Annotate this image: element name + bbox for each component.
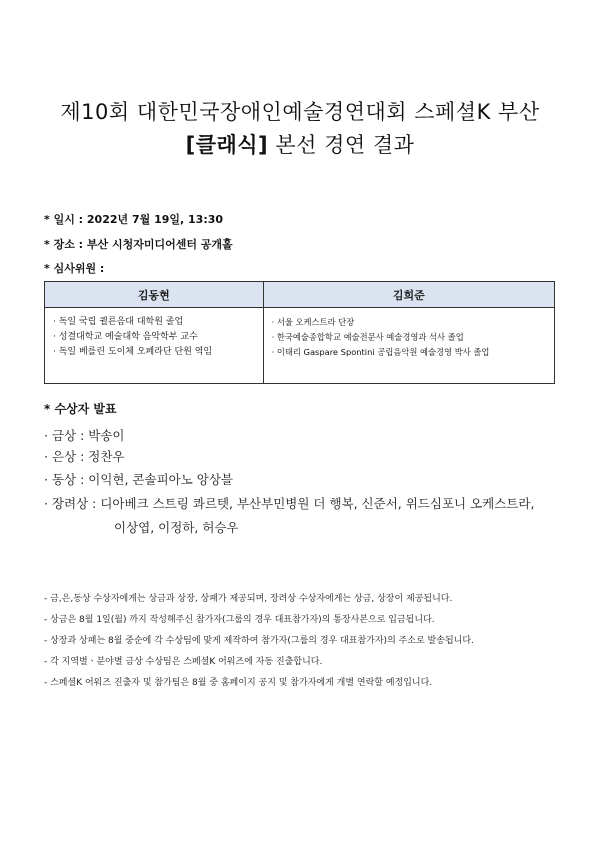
note-item: - 상금은 8월 1일(월) 까지 작성해주신 참가자(그룹의 경우 대표참가자)의 통장사본으로 입금됩니다. [44,615,435,625]
judges-label: * 심사위원 : [44,262,105,275]
judge-bio-line: · 독일 국립 퀼른음대 대학원 졸업 [53,317,184,327]
judge-name-2: 김희준 [263,282,554,308]
judge-bio-1 [45,308,264,384]
award-silver: · 은상 : 정찬우 [44,449,125,464]
judge-bio-line: · 독일 베를린 도이체 오페라단 단원 역임 [53,347,213,357]
judge-bio-line: · 이태리 Gaspare Spontini 공립음악원 예술경영 박사 졸업 [271,347,490,357]
title-suffix: 본선 경연 결과 [268,133,415,157]
judge-bio-line: · 서울 오케스트라 단장 [271,317,355,327]
note-item: - 금,은,동상 수상자에게는 상금과 상장, 상패가 제공되며, 장려상 수상자에게는 상금, 상장이 제공됩니다. [44,594,453,604]
award-gold: · 금상 : 박송이 [44,428,125,443]
award-encouragement-cont: 이상엽, 이정하, 허승우 [114,520,239,535]
title-category: [클래식] [185,133,269,157]
judge-bio-2 [263,308,554,384]
judges-table [44,281,555,384]
note-item: - 상장과 상패는 8월 중순에 각 수상팀에 맞게 제작하여 참가자(그룹의 경우 대표참가자)의 주소로 발송됩니다. [44,636,474,646]
judge-bio-line: · 성결대학교 예술대학 음악학부 교수 [53,332,198,342]
event-venue: * 장소 : 부산 시청자미디어센터 공개홀 [44,238,233,251]
note-item: - 각 지역별ㆍ분야별 금상 수상팀은 스페셜K 어워즈에 자동 진출합니다. [44,657,323,667]
title-line-2 [0,129,600,159]
title-line-1: 제10회 대한민국장애인예술경연대회 스페셜K 부산 [60,100,540,124]
awards-heading: * 수상자 발표 [44,402,117,416]
judge-name-1: 김동현 [45,282,264,308]
award-encouragement: · 장려상 : 디아베크 스트링 콰르텟, 부산부민병원 더 행복, 신준서, 위드심포니 오케스트라, [44,496,535,511]
award-bronze: · 동상 : 이익현, 콘솔피아노 앙상블 [44,472,234,487]
judge-bio-line: · 한국예술종합학교 예술전문사 예술경영과 석사 졸업 [271,332,464,342]
event-datetime: * 일시 : 2022년 7월 19일, 13:30 [44,213,224,226]
note-item: - 스페셜K 어워즈 진출자 및 참가팀은 8월 중 홈페이지 공지 및 참가자에게 개별 연락할 예정입니다. [44,678,433,688]
